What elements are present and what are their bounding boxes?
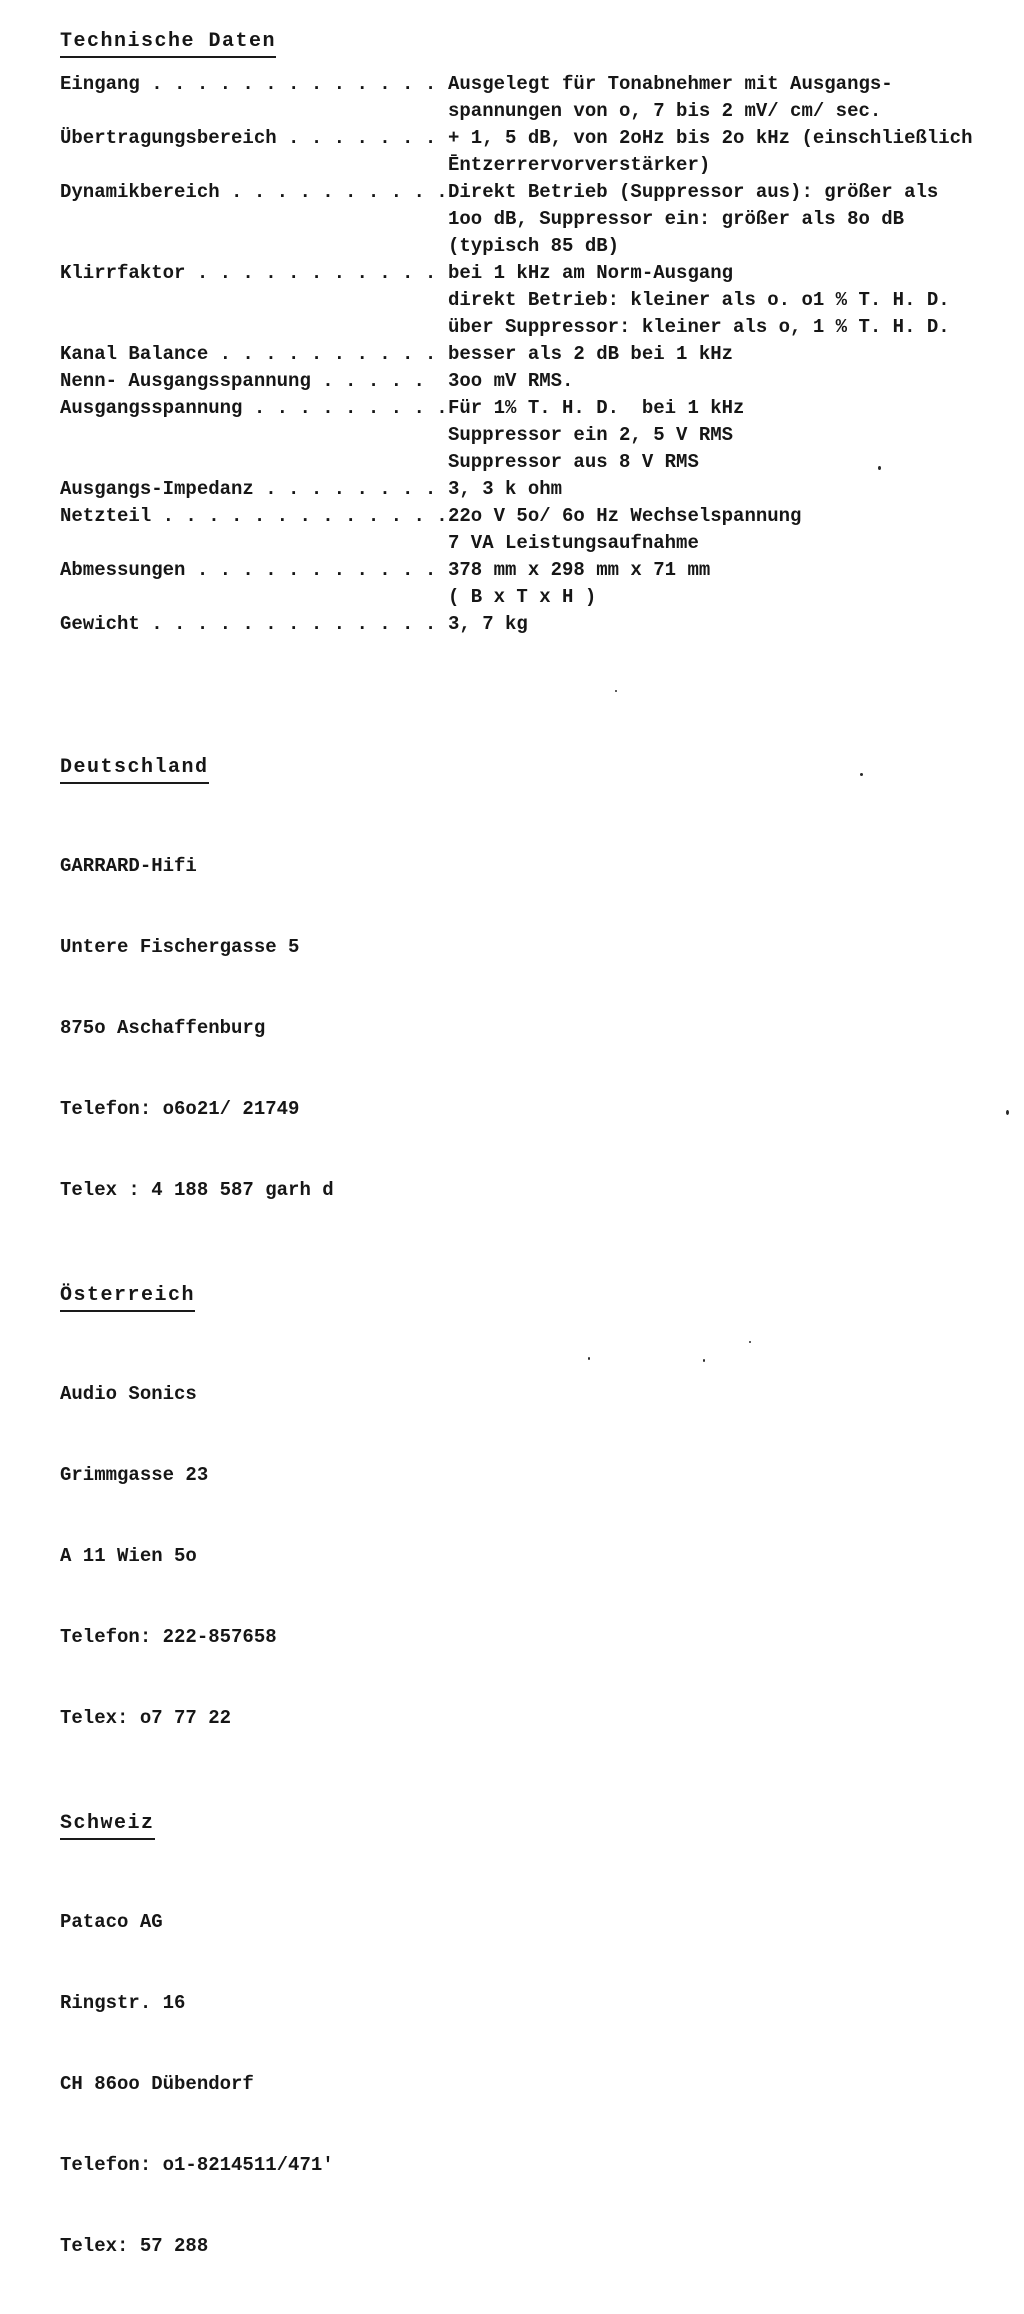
spec-row — [60, 233, 994, 260]
spec-row — [60, 530, 994, 557]
address-line-telex: Telex : 4 188 587 garh d — [60, 1179, 334, 1201]
section-heading: Deutschland — [60, 756, 209, 784]
scan-speck — [878, 466, 881, 470]
spec-value: ( B x T x H ) — [448, 586, 597, 608]
spec-label — [60, 530, 448, 557]
spec-value: 3, 3 k ohm — [448, 478, 563, 500]
spec-row — [60, 341, 994, 368]
spec-row — [60, 422, 994, 449]
address-line-telefon: Telefon: o1-8214511/471' — [60, 2154, 334, 2176]
spec-row — [60, 260, 994, 287]
spec-label: Ausgangs-Impedanz . . . . . . . . — [60, 478, 437, 500]
spec-label — [60, 152, 448, 179]
spec-table — [60, 71, 994, 638]
spec-row — [60, 152, 994, 179]
spec-label — [60, 422, 448, 449]
spec-label — [60, 98, 448, 125]
spec-value: Suppressor aus 8 V RMS — [448, 451, 699, 473]
address-line-street: Untere Fischergasse 5 — [60, 936, 300, 958]
spec-value: besser als 2 dB bei 1 kHz — [448, 343, 734, 365]
spec-row — [60, 179, 994, 206]
spec-label — [60, 206, 448, 233]
spec-label: Dynamikbereich . . . . . . . . . . — [60, 181, 448, 203]
spec-label — [60, 314, 448, 341]
spec-label: Kanal Balance . . . . . . . . . . — [60, 343, 437, 365]
address-line-telefon: Telefon: o6o21/ 21749 — [60, 1098, 300, 1120]
spec-row — [60, 206, 994, 233]
spec-label — [60, 449, 448, 476]
spec-label: Übertragungsbereich . . . . . . . — [60, 127, 437, 149]
spec-row — [60, 368, 994, 395]
section-heading: Österreich — [60, 1284, 195, 1312]
spec-row — [60, 71, 994, 98]
address-line-city: 875o Aschaffenburg — [60, 1017, 266, 1039]
spec-row — [60, 98, 994, 125]
spec-row — [60, 584, 994, 611]
spec-value: + 1, 5 dB, von 2oHz bis 2o kHz (einschließlich — [448, 127, 973, 149]
scan-speck — [615, 690, 617, 692]
spec-row — [60, 314, 994, 341]
spec-label: Gewicht . . . . . . . . . . . . . — [60, 613, 437, 635]
address-line-street: Ringstr. 16 — [60, 1992, 186, 2014]
spec-value: 378 mm x 298 mm x 71 mm — [448, 559, 711, 581]
section-deutschland — [60, 756, 994, 1258]
spec-value: Ēntzerrervorverstärker) — [448, 154, 711, 176]
spec-label — [60, 287, 448, 314]
spec-value: direkt Betrieb: kleiner als o. o1 % T. H. D. — [448, 289, 950, 311]
spec-label — [60, 584, 448, 611]
spec-value: 3, 7 kg — [448, 613, 528, 635]
spec-label: Klirrfaktor . . . . . . . . . . . — [60, 262, 437, 284]
spec-label — [60, 233, 448, 260]
address-line-company: Audio Sonics — [60, 1383, 197, 1405]
section-schweiz — [60, 1812, 994, 2314]
spec-value: 7 VA Leistungsaufnahme — [448, 532, 699, 554]
address-block — [60, 1327, 994, 1786]
spec-row — [60, 503, 994, 530]
scan-speck — [703, 1359, 705, 1362]
page-title: Technische Daten — [60, 30, 276, 58]
page-content — [60, 30, 994, 2314]
spec-value: 22o V 5o/ 6o Hz Wechselspannung — [448, 505, 802, 527]
address-line-company: Pataco AG — [60, 1911, 163, 1933]
spec-value: 1oo dB, Suppressor ein: größer als 8o dB — [448, 208, 905, 230]
section-oesterreich — [60, 1284, 994, 1786]
spec-label: Eingang . . . . . . . . . . . . . — [60, 73, 437, 95]
spec-label: Ausgangsspannung . . . . . . . . . — [60, 397, 448, 419]
address-line-telex: Telex: 57 288 — [60, 2235, 209, 2257]
spec-value: spannungen von o, 7 bis 2 mV/ cm/ sec. — [448, 100, 882, 122]
spec-value: über Suppressor: kleiner als o, 1 % T. H. D. — [448, 316, 950, 338]
spec-value: Suppressor ein 2, 5 V RMS — [448, 424, 734, 446]
address-line-company: GARRARD-Hifi — [60, 855, 197, 877]
address-line-street: Grimmgasse 23 — [60, 1464, 209, 1486]
address-block — [60, 1855, 994, 2314]
spec-value: (typisch 85 dB) — [448, 235, 620, 257]
spec-value: Direkt Betrieb (Suppressor aus): größer als — [448, 181, 939, 203]
spec-label: Abmessungen . . . . . . . . . . . — [60, 559, 437, 581]
address-line-city: CH 86oo Dübendorf — [60, 2073, 254, 2095]
scan-speck — [588, 1357, 590, 1360]
spec-value: Für 1% T. H. D. bei 1 kHz — [448, 397, 745, 419]
spec-value: 3oo mV RMS. — [448, 370, 574, 392]
spec-label: Netzteil . . . . . . . . . . . . . — [60, 505, 448, 527]
spec-row — [60, 125, 994, 152]
spec-row — [60, 557, 994, 584]
spec-row — [60, 395, 994, 422]
spec-value: bei 1 kHz am Norm-Ausgang — [448, 262, 734, 284]
address-line-city: A 11 Wien 5o — [60, 1545, 197, 1567]
spec-row — [60, 449, 994, 476]
spec-value: Ausgelegt für Tonabnehmer mit Ausgangs- — [448, 73, 893, 95]
spec-row — [60, 287, 994, 314]
section-heading: Schweiz — [60, 1812, 155, 1840]
spec-row — [60, 611, 994, 638]
spec-label: Nenn- Ausgangsspannung . . . . . — [60, 370, 425, 392]
address-line-telex: Telex: o7 77 22 — [60, 1707, 232, 1729]
scan-speck — [860, 773, 863, 776]
spec-row — [60, 476, 994, 503]
scan-speck — [1006, 1110, 1009, 1115]
address-block — [60, 799, 994, 1258]
scan-speck — [749, 1341, 751, 1343]
address-line-telefon: Telefon: 222-857658 — [60, 1626, 277, 1648]
